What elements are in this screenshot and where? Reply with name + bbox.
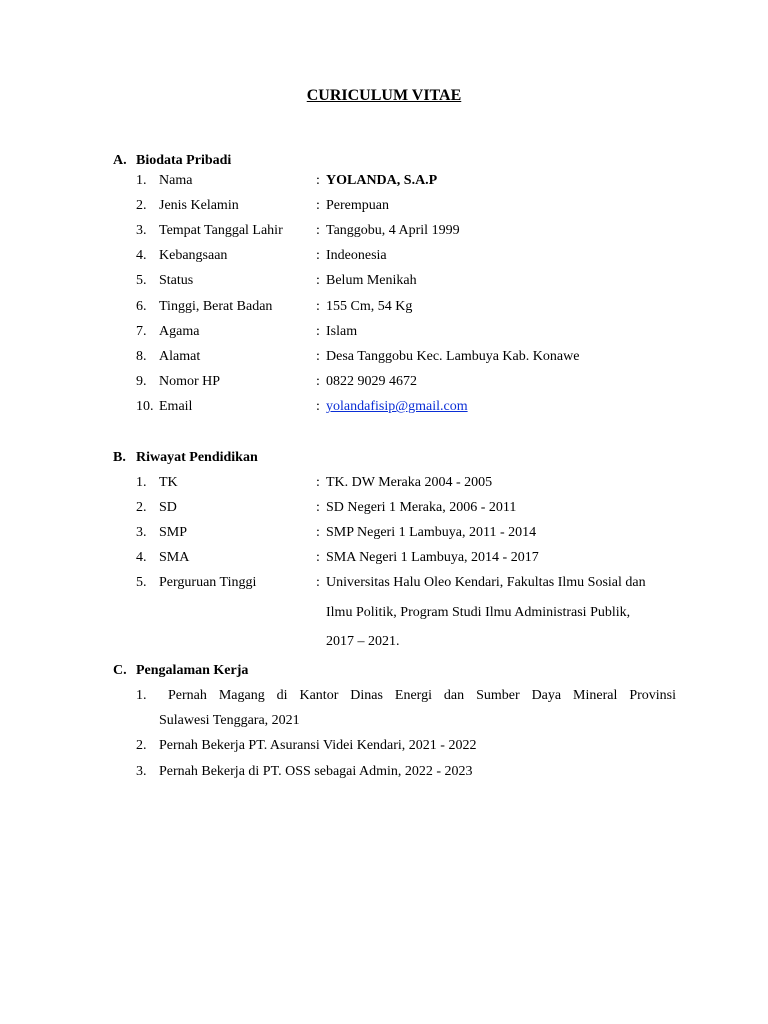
row-colon: : — [316, 575, 320, 590]
row-number: 9. — [136, 374, 147, 389]
row-number: 2. — [136, 500, 147, 515]
row-label: Agama — [159, 324, 200, 339]
row-colon: : — [316, 223, 320, 238]
row-number: 1. — [136, 475, 147, 490]
section-c-title: Pengalaman Kerja — [136, 663, 249, 678]
row-number: 2. — [136, 198, 147, 213]
row-value: 0822 9029 4672 — [326, 374, 417, 389]
row-value: SD Negeri 1 Meraka, 2006 - 2011 — [326, 500, 517, 515]
page-title: CURICULUM VITAE — [306, 87, 462, 104]
row-label: Email — [159, 399, 193, 414]
education-continuation-line: 2017 – 2021. — [326, 634, 400, 649]
row-colon: : — [316, 248, 320, 263]
experience-item-line: Sulawesi Tenggara, 2021 — [159, 713, 300, 728]
row-colon: : — [316, 299, 320, 314]
row-colon: : — [316, 374, 320, 389]
row-label: Nama — [159, 173, 193, 188]
row-value: YOLANDA, S.A.P — [326, 173, 438, 188]
row-colon: : — [316, 349, 320, 364]
row-number: 6. — [136, 299, 147, 314]
row-colon: : — [316, 475, 320, 490]
section-c-heading — [113, 663, 248, 679]
row-label: Tinggi, Berat Badan — [159, 299, 273, 314]
section-a-title: Biodata Pribadi — [136, 153, 232, 168]
row-colon: : — [316, 198, 320, 213]
row-number: 1. — [136, 688, 147, 703]
row-number: 5. — [136, 273, 147, 288]
row-value: Universitas Halu Oleo Kendari, Fakultas Ilmu Sosial dan — [326, 575, 646, 590]
row-value: Indeonesia — [326, 248, 387, 263]
section-a-letter: A. — [113, 153, 127, 168]
row-number: 10. — [136, 399, 154, 414]
row-label: Alamat — [159, 349, 201, 364]
experience-item-line: Pernah Magang di Kantor Dinas Energi dan Sumber Daya Mineral Provinsi — [168, 688, 676, 703]
row-value: Islam — [326, 324, 358, 339]
experience-item-text: Pernah Bekerja di PT. OSS sebagai Admin, 2022 - 2023 — [159, 764, 473, 779]
row-number: 3. — [136, 223, 147, 238]
row-value: Belum Menikah — [326, 273, 417, 288]
row-value: TK. DW Meraka 2004 - 2005 — [326, 475, 493, 490]
row-number: 3. — [136, 764, 147, 779]
row-number: 4. — [136, 248, 147, 263]
row-label: Nomor HP — [159, 374, 221, 389]
row-label: TK — [159, 475, 178, 490]
section-a-heading — [113, 153, 231, 169]
section-c-letter: C. — [113, 663, 127, 678]
row-colon: : — [316, 399, 320, 414]
email-link[interactable]: yolandafisip@gmail.com — [326, 399, 468, 414]
row-label: Jenis Kelamin — [159, 198, 239, 213]
row-value: Tanggobu, 4 April 1999 — [326, 223, 460, 238]
row-colon: : — [316, 500, 320, 515]
section-b-title: Riwayat Pendidikan — [136, 450, 258, 465]
row-number: 8. — [136, 349, 147, 364]
row-colon: : — [316, 550, 320, 565]
row-colon: : — [316, 324, 320, 339]
row-colon: : — [316, 525, 320, 540]
row-label: Status — [159, 273, 194, 288]
section-b-heading — [113, 450, 258, 466]
education-continuation-line: Ilmu Politik, Program Studi Ilmu Administrasi Publik, — [326, 605, 631, 620]
row-value: 155 Cm, 54 Kg — [326, 299, 413, 314]
row-label: SMA — [159, 550, 190, 565]
row-number: 7. — [136, 324, 147, 339]
row-value: Desa Tanggobu Kec. Lambuya Kab. Konawe — [326, 349, 580, 364]
row-label: SMP — [159, 525, 188, 540]
row-number: 2. — [136, 738, 147, 753]
experience-item-text: Pernah Bekerja PT. Asuransi Videi Kendari, 2021 - 2022 — [159, 738, 477, 753]
row-label: Tempat Tanggal Lahir — [159, 223, 283, 238]
row-value: SMA Negeri 1 Lambuya, 2014 - 2017 — [326, 550, 539, 565]
row-number: 5. — [136, 575, 147, 590]
row-number: 3. — [136, 525, 147, 540]
row-value: Perempuan — [326, 198, 389, 213]
row-label: Kebangsaan — [159, 248, 228, 263]
row-number: 4. — [136, 550, 147, 565]
row-label: Perguruan Tinggi — [159, 575, 257, 590]
row-value: SMP Negeri 1 Lambuya, 2011 - 2014 — [326, 525, 537, 540]
section-b-letter: B. — [113, 450, 126, 465]
row-label: SD — [159, 500, 177, 515]
row-number: 1. — [136, 173, 147, 188]
row-colon: : — [316, 173, 320, 188]
row-colon: : — [316, 273, 320, 288]
